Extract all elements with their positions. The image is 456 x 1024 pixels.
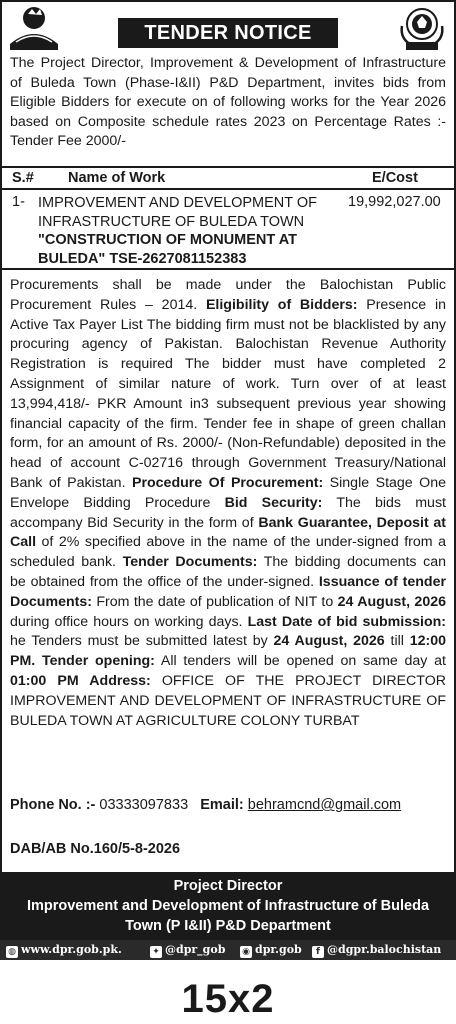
opening-time: 01:00 PM (10, 672, 79, 689)
terms-text: till (384, 633, 410, 650)
terms-text: Single Stage One Envelope Bidding Procedure (10, 474, 447, 511)
last-date: 24 August, 2026 (273, 633, 385, 650)
terms-text: of 2% specified above in the name of the under-signed from a scheduled bank. (10, 534, 446, 571)
tender-documents-label: Tender Documents: (122, 554, 258, 571)
instagram-icon: ◉ (240, 946, 252, 958)
header-serial: S.# (12, 170, 34, 186)
address-label: Address: (78, 672, 151, 689)
twitter-icon: ✦ (150, 946, 162, 958)
last-date-label: Last Date of bid submission: (247, 613, 446, 630)
terms-text: during office hours on working days. (10, 613, 248, 630)
guarantee-text: Bank Guarantee, Deposit at Call (10, 514, 447, 551)
intro-paragraph: The Project Director, Improvement & Development of Infrastructure of Buleda Town (Phase-I&II) P&D Department, invites bids from Eligible Bidders for execute on of following works for the Year 2026 based on Composite schedule rates 2023 on Percentage Rates :- Tender Fee 2000/- (10, 55, 446, 149)
issuance-date: 24 August, 2026 (337, 593, 446, 610)
website-item[interactable] (6, 940, 122, 960)
last-time: 12:00 PM. (10, 633, 446, 670)
ad-size-label: 15x2 (181, 977, 275, 1021)
twitter-item[interactable] (150, 940, 225, 960)
issuance-label: Issuance of tender Documents: (10, 573, 446, 610)
row-serial: 1- (12, 194, 25, 210)
email-link[interactable]: behramcnd@gmail.com (247, 797, 402, 813)
address-text: OFFICE OF THE PROJECT DIRECTOR IMPROVEMENT AND DEVELOPMENT OF INFRASTRUCTURE OF BULEDA TOWN AT AGRICULTURE COLONY TURBAT (10, 672, 446, 729)
facebook-item[interactable] (312, 940, 441, 960)
terms-text: From the date of publication of NIT to (91, 593, 338, 610)
work-name-plain: IMPROVEMENT AND DEVELOPMENT OF INFRASTRUCTURE OF BULEDA TOWN (38, 195, 318, 230)
signatory-block (0, 872, 456, 940)
terms-text: Procurements shall be made under the Balochistan Public Procurement Rules – 2014. (10, 277, 446, 313)
signatory-department: Improvement and Development of Infrastructure of Buleda (26, 898, 430, 914)
globe-icon: ◍ (6, 946, 18, 958)
row-estimated-cost: 19,992,027.00 (348, 194, 441, 210)
terms-text: The bidding documents can be obtained from the office of the under-signed. (10, 554, 446, 590)
social-strip (0, 940, 456, 960)
header-name-of-work: Name of Work (68, 170, 166, 186)
work-table (0, 166, 456, 270)
row-name-of-work (38, 194, 356, 268)
government-seal-logo (394, 4, 450, 52)
notice-header (0, 0, 456, 56)
instagram-item[interactable] (240, 940, 302, 960)
tender-notice-title: TENDER NOTICE (118, 18, 338, 48)
email-label: Email: (200, 797, 244, 813)
terms-text: Presence in Active Tax Payer List The bidding firm must not be blacklisted by any procuring agency of Pakistan. Balochistan Revenue Authority Registration is required The bidder must have completed 2 Assignment of similar nature of work. Turn over of at least 13,994,418/- PKR Amount in3 subsequent previous year showing financial capacity of the firm. Tender fee in shape of green challan form, for an amount of Rs. 2000/- (Non-Refundable) deposited in the head of account C-02716 through Government Treasury/National Bank of Pakistan. (10, 296, 446, 491)
table-header-row (0, 168, 456, 190)
eligibility-label: Eligibility of Bidders: (205, 296, 358, 313)
phone-number: 03333097833 (99, 797, 189, 813)
terms-text: he Tenders must be submitted latest by (10, 633, 274, 650)
facebook-handle: @dgpr.balochistan (327, 943, 442, 956)
website-text: www.dpr.gob.pk. (21, 943, 122, 956)
terms-text: The bids must accompany Bid Security in the form of (10, 494, 446, 531)
phone-label: Phone No. :- (10, 797, 96, 813)
header-estimated-cost: E/Cost (372, 170, 418, 186)
facebook-icon: f (312, 946, 324, 958)
reference-number: DAB/AB No.160/5-8-2026 (10, 841, 181, 857)
signatory-title: Project Director (173, 878, 283, 894)
work-name-bold: "CONSTRUCTION OF MONUMENT AT BULEDA" TSE-2627081152383 (38, 232, 297, 267)
opening-label: Tender opening: (35, 653, 155, 670)
balochistan-emblem-logo (6, 4, 62, 52)
procurement-label: Procedure Of Procurement: (132, 474, 324, 491)
signatory-division: Town (P I&II) P&D Department (125, 918, 331, 934)
bid-security-label: Bid Security: (224, 494, 323, 511)
terms-text: All tenders will be opened on same day at (154, 653, 446, 670)
contact-line (10, 797, 446, 813)
terms-paragraph (10, 276, 446, 731)
instagram-handle: dpr.gob (255, 943, 302, 956)
twitter-handle: @dpr_gob (165, 943, 226, 956)
